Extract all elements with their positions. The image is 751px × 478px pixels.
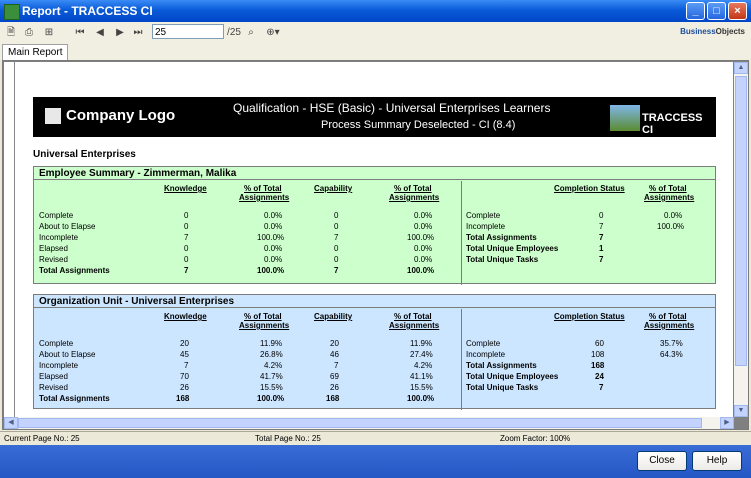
row-knowledge-pct: 0.0% xyxy=(264,211,283,220)
status-row-pct: 35.7% xyxy=(660,339,683,348)
col-capability: Capability xyxy=(314,312,353,321)
report-header xyxy=(33,97,716,137)
next-page-icon[interactable]: ▶ xyxy=(116,27,124,38)
col-completion-status: Completion Status xyxy=(554,184,625,193)
row-knowledge-pct: 100.0% xyxy=(257,233,285,242)
row-capability-pct: 100.0% xyxy=(407,233,435,242)
title-bar xyxy=(0,0,751,22)
col-pct-capability-b: Assignments xyxy=(389,193,440,202)
brand-prefix: Business xyxy=(680,27,716,36)
window-title: Report - TRACCESS CI xyxy=(22,4,153,18)
company-logo-text: Company Logo xyxy=(66,107,176,124)
row-knowledge: 168 xyxy=(176,394,190,403)
col-pct-completion: % of Total xyxy=(649,184,687,193)
col-pct-completion: % of Total xyxy=(649,312,687,321)
group-tree-icon[interactable]: ⊞ xyxy=(44,27,54,38)
row-knowledge-pct: 15.5% xyxy=(260,383,283,392)
col-pct-capability: % of Total xyxy=(394,184,432,193)
traccess-brand: TRACCESS CI xyxy=(642,112,703,136)
status-row-value: 24 xyxy=(595,372,604,381)
row-capability-pct: 100.0% xyxy=(407,394,435,403)
status-row-pct: 100.0% xyxy=(657,222,685,231)
report-subtitle: Process Summary Deselected - CI (8.4) xyxy=(321,119,516,131)
row-knowledge-pct: 100.0% xyxy=(257,266,285,275)
col-pct-knowledge: % of Total xyxy=(244,184,282,193)
horizontal-scroll-thumb[interactable] xyxy=(18,418,702,428)
last-page-icon[interactable]: ⏭ xyxy=(133,27,143,38)
row-capability-pct: 100.0% xyxy=(407,266,435,275)
app-icon xyxy=(4,4,20,20)
row-capability: 0 xyxy=(334,255,339,264)
row-capability: 46 xyxy=(330,350,339,359)
row-knowledge: 7 xyxy=(184,266,189,275)
row-capability-pct: 0.0% xyxy=(414,244,433,253)
row-knowledge-pct: 0.0% xyxy=(264,222,283,231)
help-button[interactable]: Help xyxy=(692,451,742,471)
status-row-label: Total Assignments xyxy=(466,233,537,242)
row-label: Complete xyxy=(39,211,74,220)
first-page-icon[interactable]: ⏮ xyxy=(75,27,85,38)
row-knowledge: 0 xyxy=(184,211,189,220)
row-knowledge: 0 xyxy=(184,244,189,253)
row-knowledge-pct: 26.8% xyxy=(260,350,283,359)
tab-main-report[interactable]: Main Report xyxy=(2,44,68,61)
scroll-up-icon[interactable]: ▲ xyxy=(734,62,748,74)
export-icon[interactable]: 🗎 xyxy=(6,27,16,38)
row-label: Incomplete xyxy=(39,233,79,242)
status-row-value: 7 xyxy=(599,233,604,242)
row-label: Revised xyxy=(39,383,68,392)
horizontal-scrollbar[interactable] xyxy=(4,417,734,429)
page-number-input[interactable]: 25 xyxy=(152,24,224,39)
status-row-label: Incomplete xyxy=(466,222,506,231)
status-row-value: 1 xyxy=(599,244,604,253)
col-pct-knowledge-b: Assignments xyxy=(239,193,290,202)
row-knowledge-pct: 0.0% xyxy=(264,255,283,264)
vertical-scroll-thumb[interactable] xyxy=(735,76,747,366)
search-icon[interactable]: ⌕ xyxy=(248,27,254,38)
page-area xyxy=(4,62,733,417)
row-capability: 69 xyxy=(330,372,339,381)
status-bar xyxy=(0,431,751,446)
row-capability-pct: 0.0% xyxy=(414,211,433,220)
section-heading: Employee Summary - Zimmerman, Malika xyxy=(34,167,715,180)
col-knowledge: Knowledge xyxy=(164,312,207,321)
total-page-status: Total Page No.: 25 xyxy=(255,434,321,443)
logo-placeholder-icon xyxy=(45,108,61,124)
row-capability: 0 xyxy=(334,244,339,253)
row-capability: 26 xyxy=(330,383,339,392)
col-knowledge: Knowledge xyxy=(164,184,207,193)
row-knowledge-pct: 0.0% xyxy=(264,244,283,253)
org-unit-section xyxy=(33,294,716,409)
row-label: Incomplete xyxy=(39,361,79,370)
current-page-status: Current Page No.: 25 xyxy=(4,434,80,443)
row-capability: 7 xyxy=(334,233,339,242)
col-completion-status: Completion Status xyxy=(554,312,625,321)
status-row-value: 60 xyxy=(595,339,604,348)
row-capability: 7 xyxy=(334,361,339,370)
col-capability: Capability xyxy=(314,184,353,193)
col-pct-completion-b: Assignments xyxy=(644,193,695,202)
row-knowledge: 7 xyxy=(184,233,189,242)
toolbar xyxy=(0,22,751,44)
status-row-value: 108 xyxy=(591,350,605,359)
print-icon[interactable]: ⎙ xyxy=(25,27,33,38)
tab-strip xyxy=(0,43,751,60)
zoom-status: Zoom Factor: 100% xyxy=(500,434,571,443)
status-row-label: Total Unique Employees xyxy=(466,244,559,253)
org-heading: Universal Enterprises xyxy=(33,149,136,160)
row-label: About to Elapse xyxy=(39,350,96,359)
row-label: Complete xyxy=(39,339,74,348)
report-title: Qualification - HSE (Basic) - Universal Enterprises Learners xyxy=(233,101,551,115)
scroll-left-icon[interactable]: ◀ xyxy=(4,417,18,429)
row-capability-pct: 27.4% xyxy=(410,350,433,359)
traccess-logo-icon xyxy=(610,105,640,131)
section-heading: Organization Unit - Universal Enterprises xyxy=(34,295,715,308)
close-window-button[interactable]: × xyxy=(728,2,747,20)
row-capability-pct: 11.9% xyxy=(410,339,433,348)
row-knowledge-pct: 41.7% xyxy=(260,372,283,381)
row-capability-pct: 4.2% xyxy=(414,361,433,370)
status-row-label: Total Unique Employees xyxy=(466,372,559,381)
status-row-value: 0 xyxy=(599,211,604,220)
row-knowledge: 45 xyxy=(180,350,189,359)
status-row-label: Total Assignments xyxy=(466,361,537,370)
close-button[interactable]: Close xyxy=(637,451,687,471)
col-pct-knowledge: % of Total xyxy=(244,312,282,321)
row-knowledge: 0 xyxy=(184,222,189,231)
prev-page-icon[interactable]: ◀ xyxy=(96,27,104,38)
row-knowledge: 7 xyxy=(184,361,189,370)
row-label: Revised xyxy=(39,255,68,264)
row-capability: 0 xyxy=(334,222,339,231)
status-row-label: Total Unique Tasks xyxy=(466,255,539,264)
report-viewer xyxy=(2,60,749,430)
col-pct-capability-b: Assignments xyxy=(389,321,440,330)
row-capability-pct: 41.1% xyxy=(410,372,433,381)
row-capability-pct: 15.5% xyxy=(410,383,433,392)
status-row-label: Complete xyxy=(466,339,501,348)
row-capability: 20 xyxy=(330,339,339,348)
col-pct-completion-b: Assignments xyxy=(644,321,695,330)
status-row-pct: 64.3% xyxy=(660,350,683,359)
row-knowledge-pct: 11.9% xyxy=(260,339,283,348)
row-knowledge-pct: 100.0% xyxy=(257,394,285,403)
row-label: Elapsed xyxy=(39,372,68,381)
row-knowledge: 26 xyxy=(180,383,189,392)
col-pct-knowledge-b: Assignments xyxy=(239,321,290,330)
status-row-label: Total Unique Tasks xyxy=(466,383,539,392)
page-total-label: /25 xyxy=(227,27,241,38)
status-row-label: Incomplete xyxy=(466,350,506,359)
status-row-value: 7 xyxy=(599,383,604,392)
status-row-label: Complete xyxy=(466,211,501,220)
status-row-pct: 0.0% xyxy=(664,211,683,220)
brand-suffix: Objects xyxy=(715,27,745,36)
column-divider xyxy=(461,309,462,410)
row-label: Total Assignments xyxy=(39,266,110,275)
row-capability-pct: 0.0% xyxy=(414,255,433,264)
maximize-button[interactable]: □ xyxy=(707,2,726,20)
scroll-down-icon[interactable]: ▼ xyxy=(734,405,748,417)
minimize-button[interactable]: _ xyxy=(686,2,705,20)
row-knowledge: 20 xyxy=(180,339,189,348)
column-divider xyxy=(461,181,462,285)
row-capability: 0 xyxy=(334,211,339,220)
zoom-icon[interactable]: ⊕▾ xyxy=(266,27,280,38)
vertical-scrollbar[interactable] xyxy=(734,62,748,417)
status-row-value: 7 xyxy=(599,255,604,264)
status-row-value: 7 xyxy=(599,222,604,231)
row-label: About to Elapse xyxy=(39,222,96,231)
row-knowledge: 0 xyxy=(184,255,189,264)
row-knowledge: 70 xyxy=(180,372,189,381)
employee-summary-section xyxy=(33,166,716,284)
business-objects-logo xyxy=(680,27,745,36)
col-pct-capability: % of Total xyxy=(394,312,432,321)
scroll-right-icon[interactable]: ▶ xyxy=(720,417,734,429)
row-label: Total Assignments xyxy=(39,394,110,403)
row-capability-pct: 0.0% xyxy=(414,222,433,231)
row-capability: 7 xyxy=(334,266,339,275)
row-label: Elapsed xyxy=(39,244,68,253)
row-capability: 168 xyxy=(326,394,340,403)
row-knowledge-pct: 4.2% xyxy=(264,361,283,370)
dialog-footer xyxy=(0,445,751,478)
status-row-value: 168 xyxy=(591,361,605,370)
